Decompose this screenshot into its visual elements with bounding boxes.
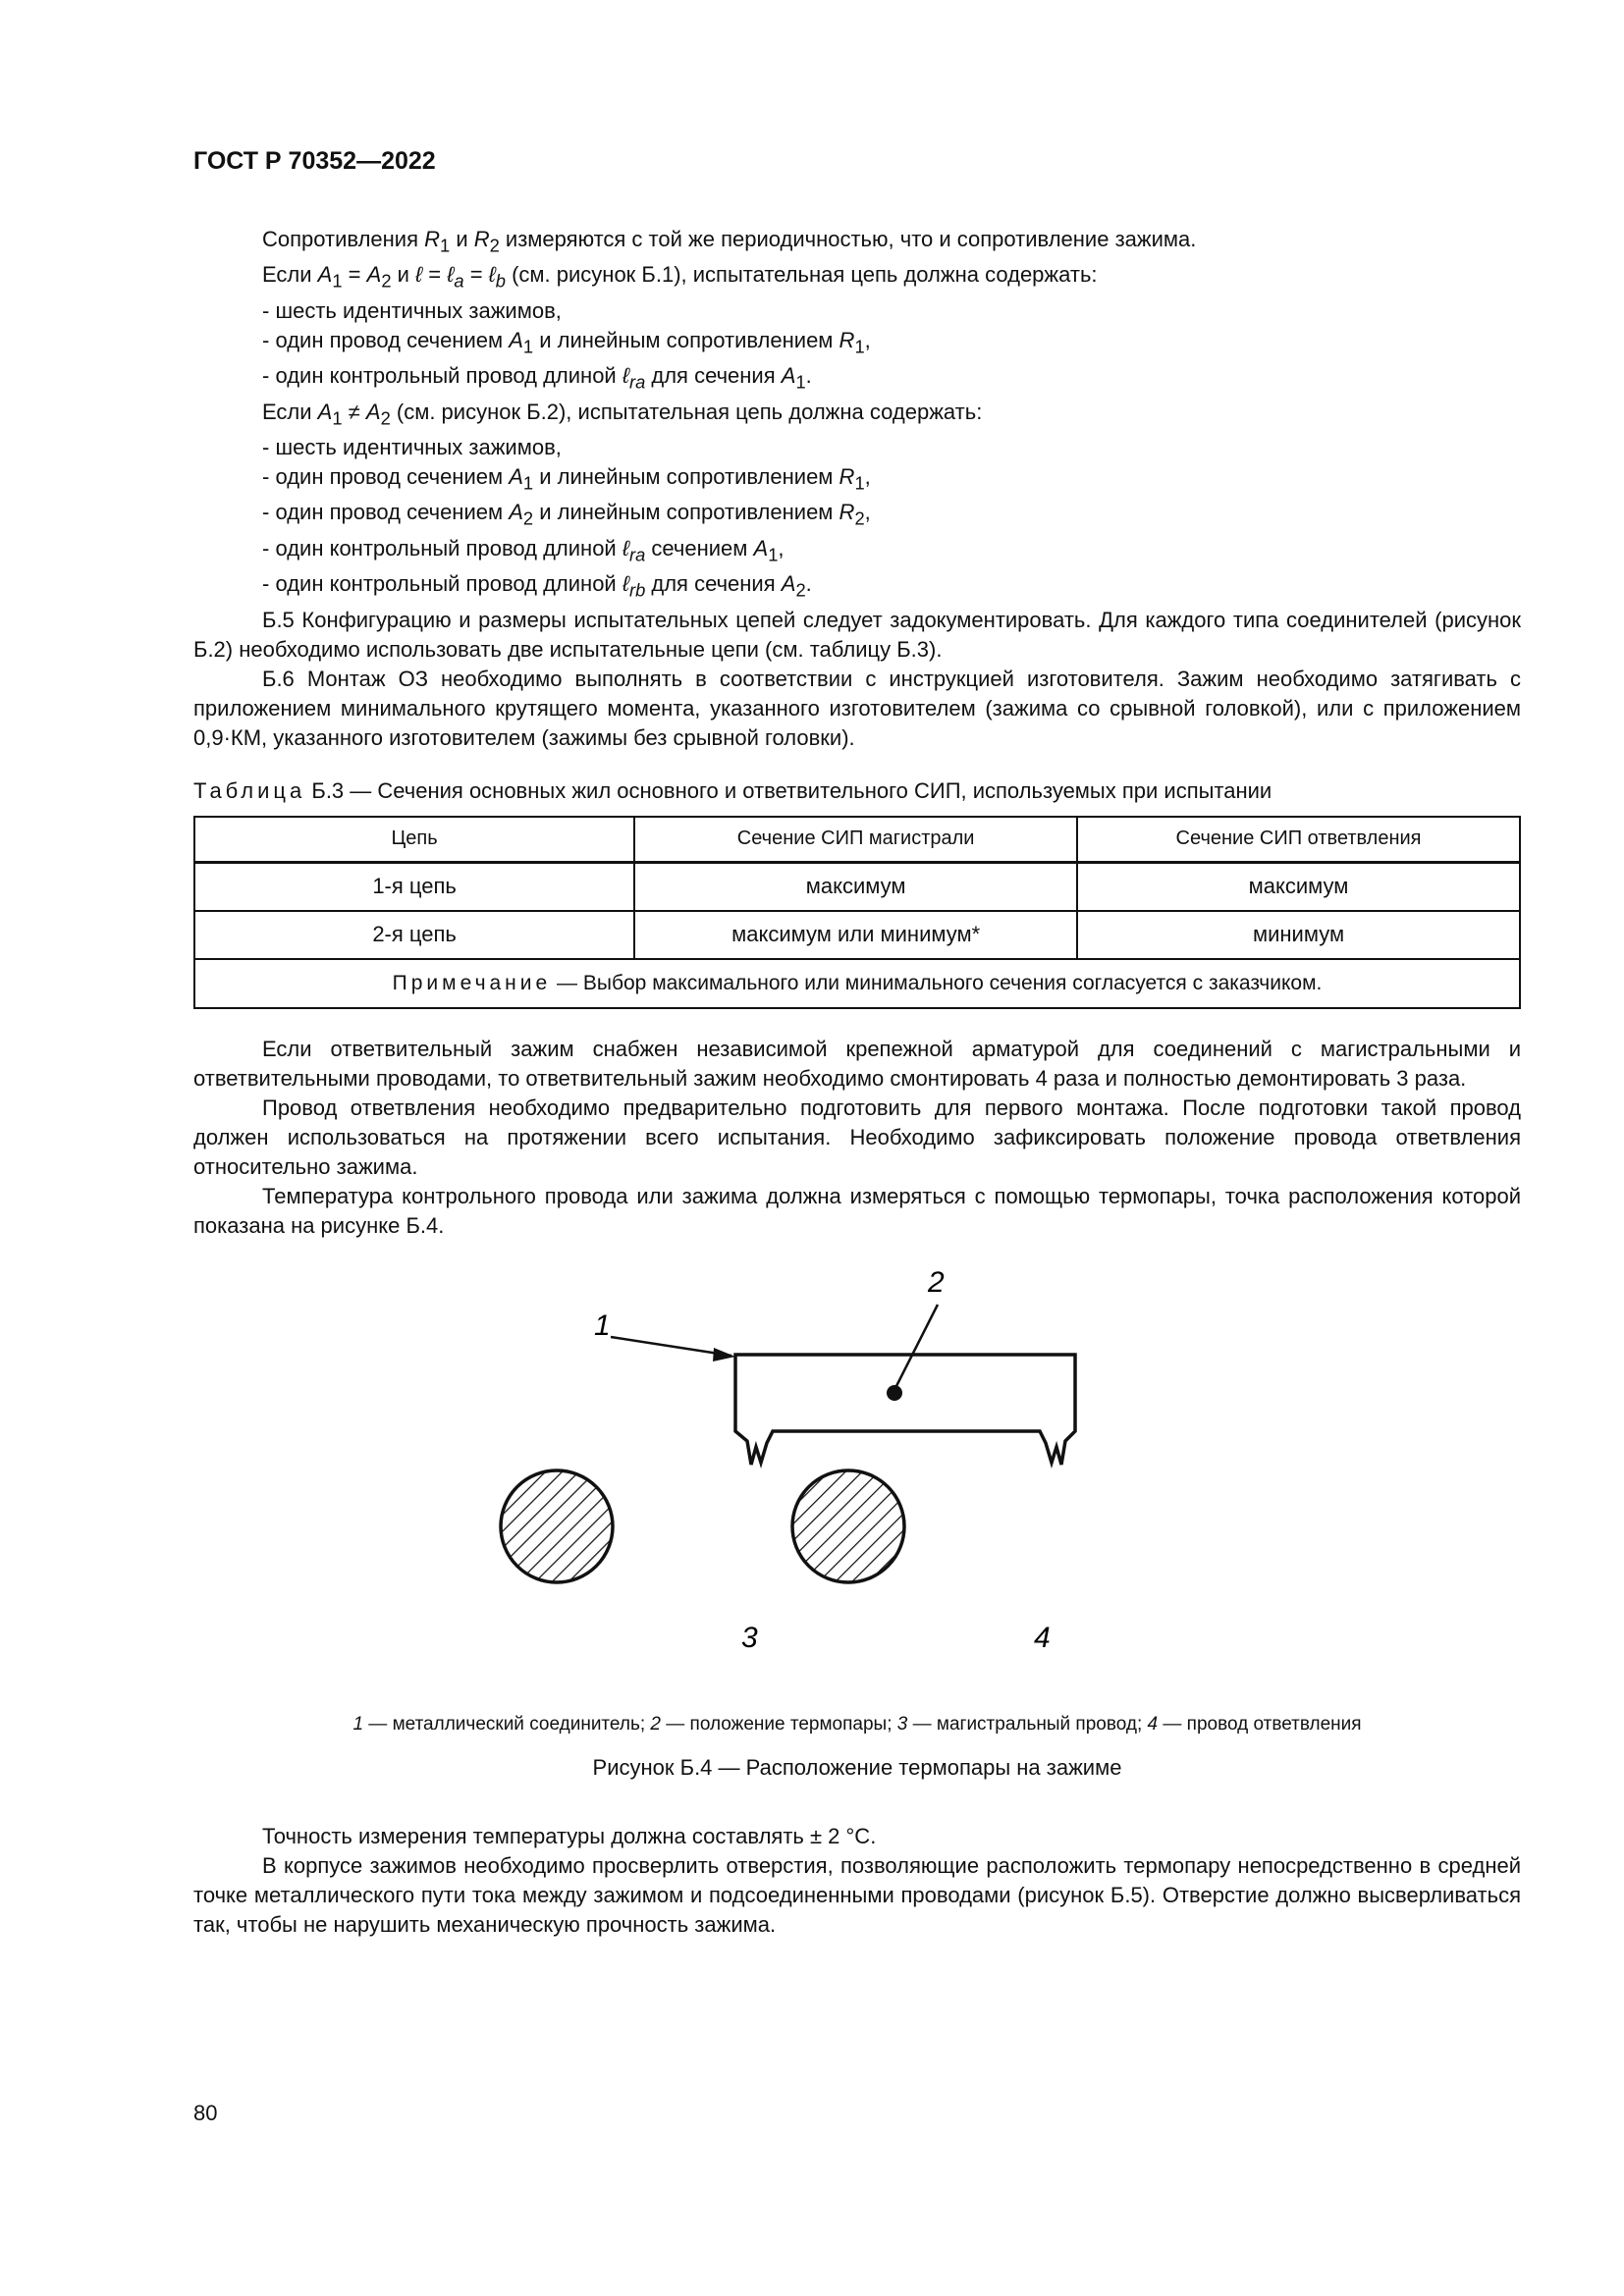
sections-table (193, 816, 1521, 1009)
table-cell: максимум (634, 862, 1077, 911)
table-row (194, 862, 1520, 911)
paragraph-resistances (193, 225, 1521, 260)
legend-text: — металлический соединитель; (363, 1713, 651, 1735)
list-item (193, 296, 1521, 326)
legend-number: 4 (1147, 1713, 1159, 1735)
subscript: 1 (332, 406, 343, 428)
subscript: 1 (795, 371, 806, 393)
text-run: и (450, 227, 474, 251)
table-header-row (194, 817, 1520, 863)
table-note-row (194, 959, 1520, 1008)
legend-text: — провод ответвления (1158, 1713, 1362, 1735)
variable: ℓ (622, 535, 629, 561)
subscript: ra (628, 371, 646, 393)
subscript: 2 (489, 235, 500, 256)
table-note-text: — Выбор максимального или минимального сечения согласуется с заказчиком. (551, 971, 1323, 994)
table-cell: минимум (1077, 911, 1520, 959)
subscript: 2 (381, 270, 392, 292)
variable: ℓ (447, 262, 455, 288)
page-number: 80 (193, 2101, 218, 2125)
text-run: - один провод сечением (262, 327, 510, 352)
list-item (193, 433, 1521, 462)
subscript: a (454, 270, 464, 292)
subscript: 1 (522, 472, 534, 494)
text-run: , (864, 327, 871, 352)
subscript: 1 (768, 544, 779, 565)
variable: A (509, 500, 523, 525)
text-run: Если (262, 399, 318, 424)
subscript: b (495, 270, 506, 292)
table-note-label: Примечание (392, 971, 552, 994)
subscript: 2 (380, 406, 391, 428)
variable: R (839, 500, 855, 525)
variable: ℓ (488, 262, 496, 288)
subscript: 1 (854, 472, 865, 494)
variable: ℓ (622, 363, 629, 389)
subscript: 1 (854, 336, 865, 357)
legend-number: 2 (650, 1713, 661, 1735)
variable: R (424, 227, 440, 251)
variable: A (317, 262, 333, 288)
table-caption (193, 776, 1521, 806)
list-item (193, 361, 1521, 397)
document-header: ГОСТ Р 70352—2022 (193, 147, 436, 175)
legend-number: 3 (896, 1713, 908, 1735)
conductor-main (501, 1470, 613, 1582)
figure-label-4: 4 (1034, 1621, 1051, 1654)
figure-label-2: 2 (928, 1265, 945, 1299)
text-run: - один провод сечением (262, 463, 510, 489)
variable: R (839, 463, 855, 489)
table-row (194, 911, 1520, 959)
text-run: для сечения (645, 571, 782, 597)
paragraph-drilling: В корпусе зажимов необходимо просверлить отверстия, позволяющие расположить термопару непосредственно в средней точке металлического пути тока между зажимом и подсоединенными проводами (рисунок Б.5). Отверстие должно высверливаться так, чтобы не нарушить механическую прочность зажима. (193, 1852, 1521, 1937)
text-run: . (805, 363, 812, 389)
text-run: для сечения (645, 363, 782, 389)
list-item (193, 498, 1521, 533)
text-run: и линейным сопротивлением (533, 463, 839, 489)
variable: A (366, 262, 382, 288)
leader-line-1 (611, 1337, 731, 1356)
variable: R (473, 227, 490, 251)
table-header-cell: Сечение СИП ответвления (1077, 817, 1520, 863)
text-run: - один контрольный провод длиной (262, 363, 623, 389)
paragraph-preparation: Провод ответвления необходимо предварительно подготовить для первого монтажа. После подготовки такой провод должен использоваться на протяжении всего испытания. Необходимо зафиксировать положение провода ответвления относительно зажима. (193, 1095, 1521, 1179)
text-run: - шесть идентичных зажимов, (262, 434, 562, 459)
text-run: Сопротивления (262, 227, 425, 251)
text-run: - шесть идентичных зажимов, (262, 297, 562, 323)
subscript: rb (628, 579, 646, 601)
document-page (193, 147, 1521, 1940)
text-run: (см. рисунок Б.2), испытательная цепь должна содержать: (390, 399, 983, 424)
text-run: (см. рисунок Б.1), испытательная цепь должна содержать: (505, 262, 1098, 288)
table-cell: максимум или минимум* (634, 911, 1077, 959)
table-caption-text: Б.3 — Сечения основных жил основного и ответвительного СИП, используемых при испытании (305, 777, 1272, 803)
table-caption-label: Таблица (193, 777, 306, 803)
variable: A (509, 463, 523, 489)
text-run: = (342, 262, 367, 288)
variable: R (839, 327, 855, 352)
paragraph-b6: Б.6 Монтаж ОЗ необходимо выполнять в соответствии с инструкцией изготовителя. Зажим необходимо затягивать с приложением минимального крутящего момента, указанного изготовителем (зажима со срывной головкой), или с приложением 0,9·КМ, указанного изготовителем (зажимы без срывной головки). (193, 666, 1521, 750)
text-run: , (864, 463, 871, 489)
figure-caption: Рисунок Б.4 — Расположение термопары на зажиме (592, 1754, 1122, 1780)
subscript: 2 (854, 507, 865, 529)
table-cell: максимум (1077, 862, 1520, 911)
legend-text: — положение термопары; (660, 1713, 897, 1735)
table-cell: 1-я цепь (194, 862, 634, 911)
subscript: 1 (522, 336, 534, 357)
list-unequal-sections (193, 433, 1521, 606)
text-run: измеряются с той же периодичностью, что и сопротивление зажима. (499, 227, 1197, 251)
text-run: и (391, 262, 416, 288)
paragraph-thermocouple: Температура контрольного провода или зажима должна измеряться с помощью термопары, точка расположения которой показана на рисунке Б.4. (193, 1183, 1521, 1238)
text-run: сечением (645, 535, 754, 561)
legend-text: — магистральный провод; (907, 1713, 1148, 1735)
variable: A (781, 363, 796, 389)
text-run: и линейным сопротивлением (533, 327, 839, 352)
text-run: и линейным сопротивлением (533, 500, 839, 525)
variable: A (781, 571, 796, 597)
paragraph-accuracy: Точность измерения температуры должна составлять ± 2 °С. (262, 1823, 877, 1848)
subscript: 1 (440, 235, 451, 256)
text-run: ≠ (342, 399, 366, 424)
figure-b4 (193, 1256, 1521, 1708)
list-item (193, 326, 1521, 361)
paragraph-equal-sections (193, 260, 1521, 295)
variable: ℓ (415, 262, 423, 288)
text-run: = (422, 262, 448, 288)
text-run: Если (262, 262, 318, 288)
text-run: - один провод сечением (262, 500, 510, 525)
subscript: 1 (332, 270, 343, 292)
conductor-branch (792, 1470, 904, 1582)
table-cell: 2-я цепь (194, 911, 634, 959)
table-note (194, 959, 1520, 1008)
list-item (193, 569, 1521, 605)
figure-label-1: 1 (594, 1308, 611, 1342)
text-run: = (463, 262, 489, 288)
thermocouple-point (887, 1385, 902, 1401)
variable: ℓ (622, 571, 629, 597)
subscript: 2 (522, 507, 534, 529)
text-run: . (805, 571, 812, 597)
subscript: 2 (795, 579, 806, 601)
figure-label-3: 3 (741, 1621, 758, 1654)
variable: A (509, 327, 523, 352)
text-run: - один контрольный провод длиной (262, 571, 623, 597)
figure-b4-drawing (193, 1256, 1521, 1708)
text-run: , (778, 535, 785, 561)
subscript: ra (628, 544, 646, 565)
paragraph-mounting: Если ответвительный зажим снабжен независимой крепежной арматурой для соединений с магистральными и ответвительными проводами, то ответвительный зажим необходимо смонтировать 4 раза и полностью демонтировать 3 раза. (193, 1036, 1521, 1091)
paragraph-b5: Б.5 Конфигурацию и размеры испытательных цепей следует задокументировать. Для каждого типа соединителей (рисунок Б.2) необходимо использовать две испытательные цепи (см. таблицу Б.3). (193, 607, 1521, 662)
variable: A (317, 399, 333, 424)
text-run: , (864, 500, 871, 525)
variable: A (753, 535, 769, 561)
figure-legend (193, 1714, 1521, 1735)
table-header-cell: Сечение СИП магистрали (634, 817, 1077, 863)
text-run: - один контрольный провод длиной (262, 535, 623, 561)
list-item (193, 534, 1521, 569)
variable: A (365, 399, 381, 424)
legend-number: 1 (352, 1713, 364, 1735)
list-equal-sections (193, 296, 1521, 398)
list-item (193, 462, 1521, 498)
paragraph-unequal-sections (193, 398, 1521, 433)
leader-arrow-1 (713, 1348, 735, 1362)
table-header-cell: Цепь (194, 817, 634, 863)
